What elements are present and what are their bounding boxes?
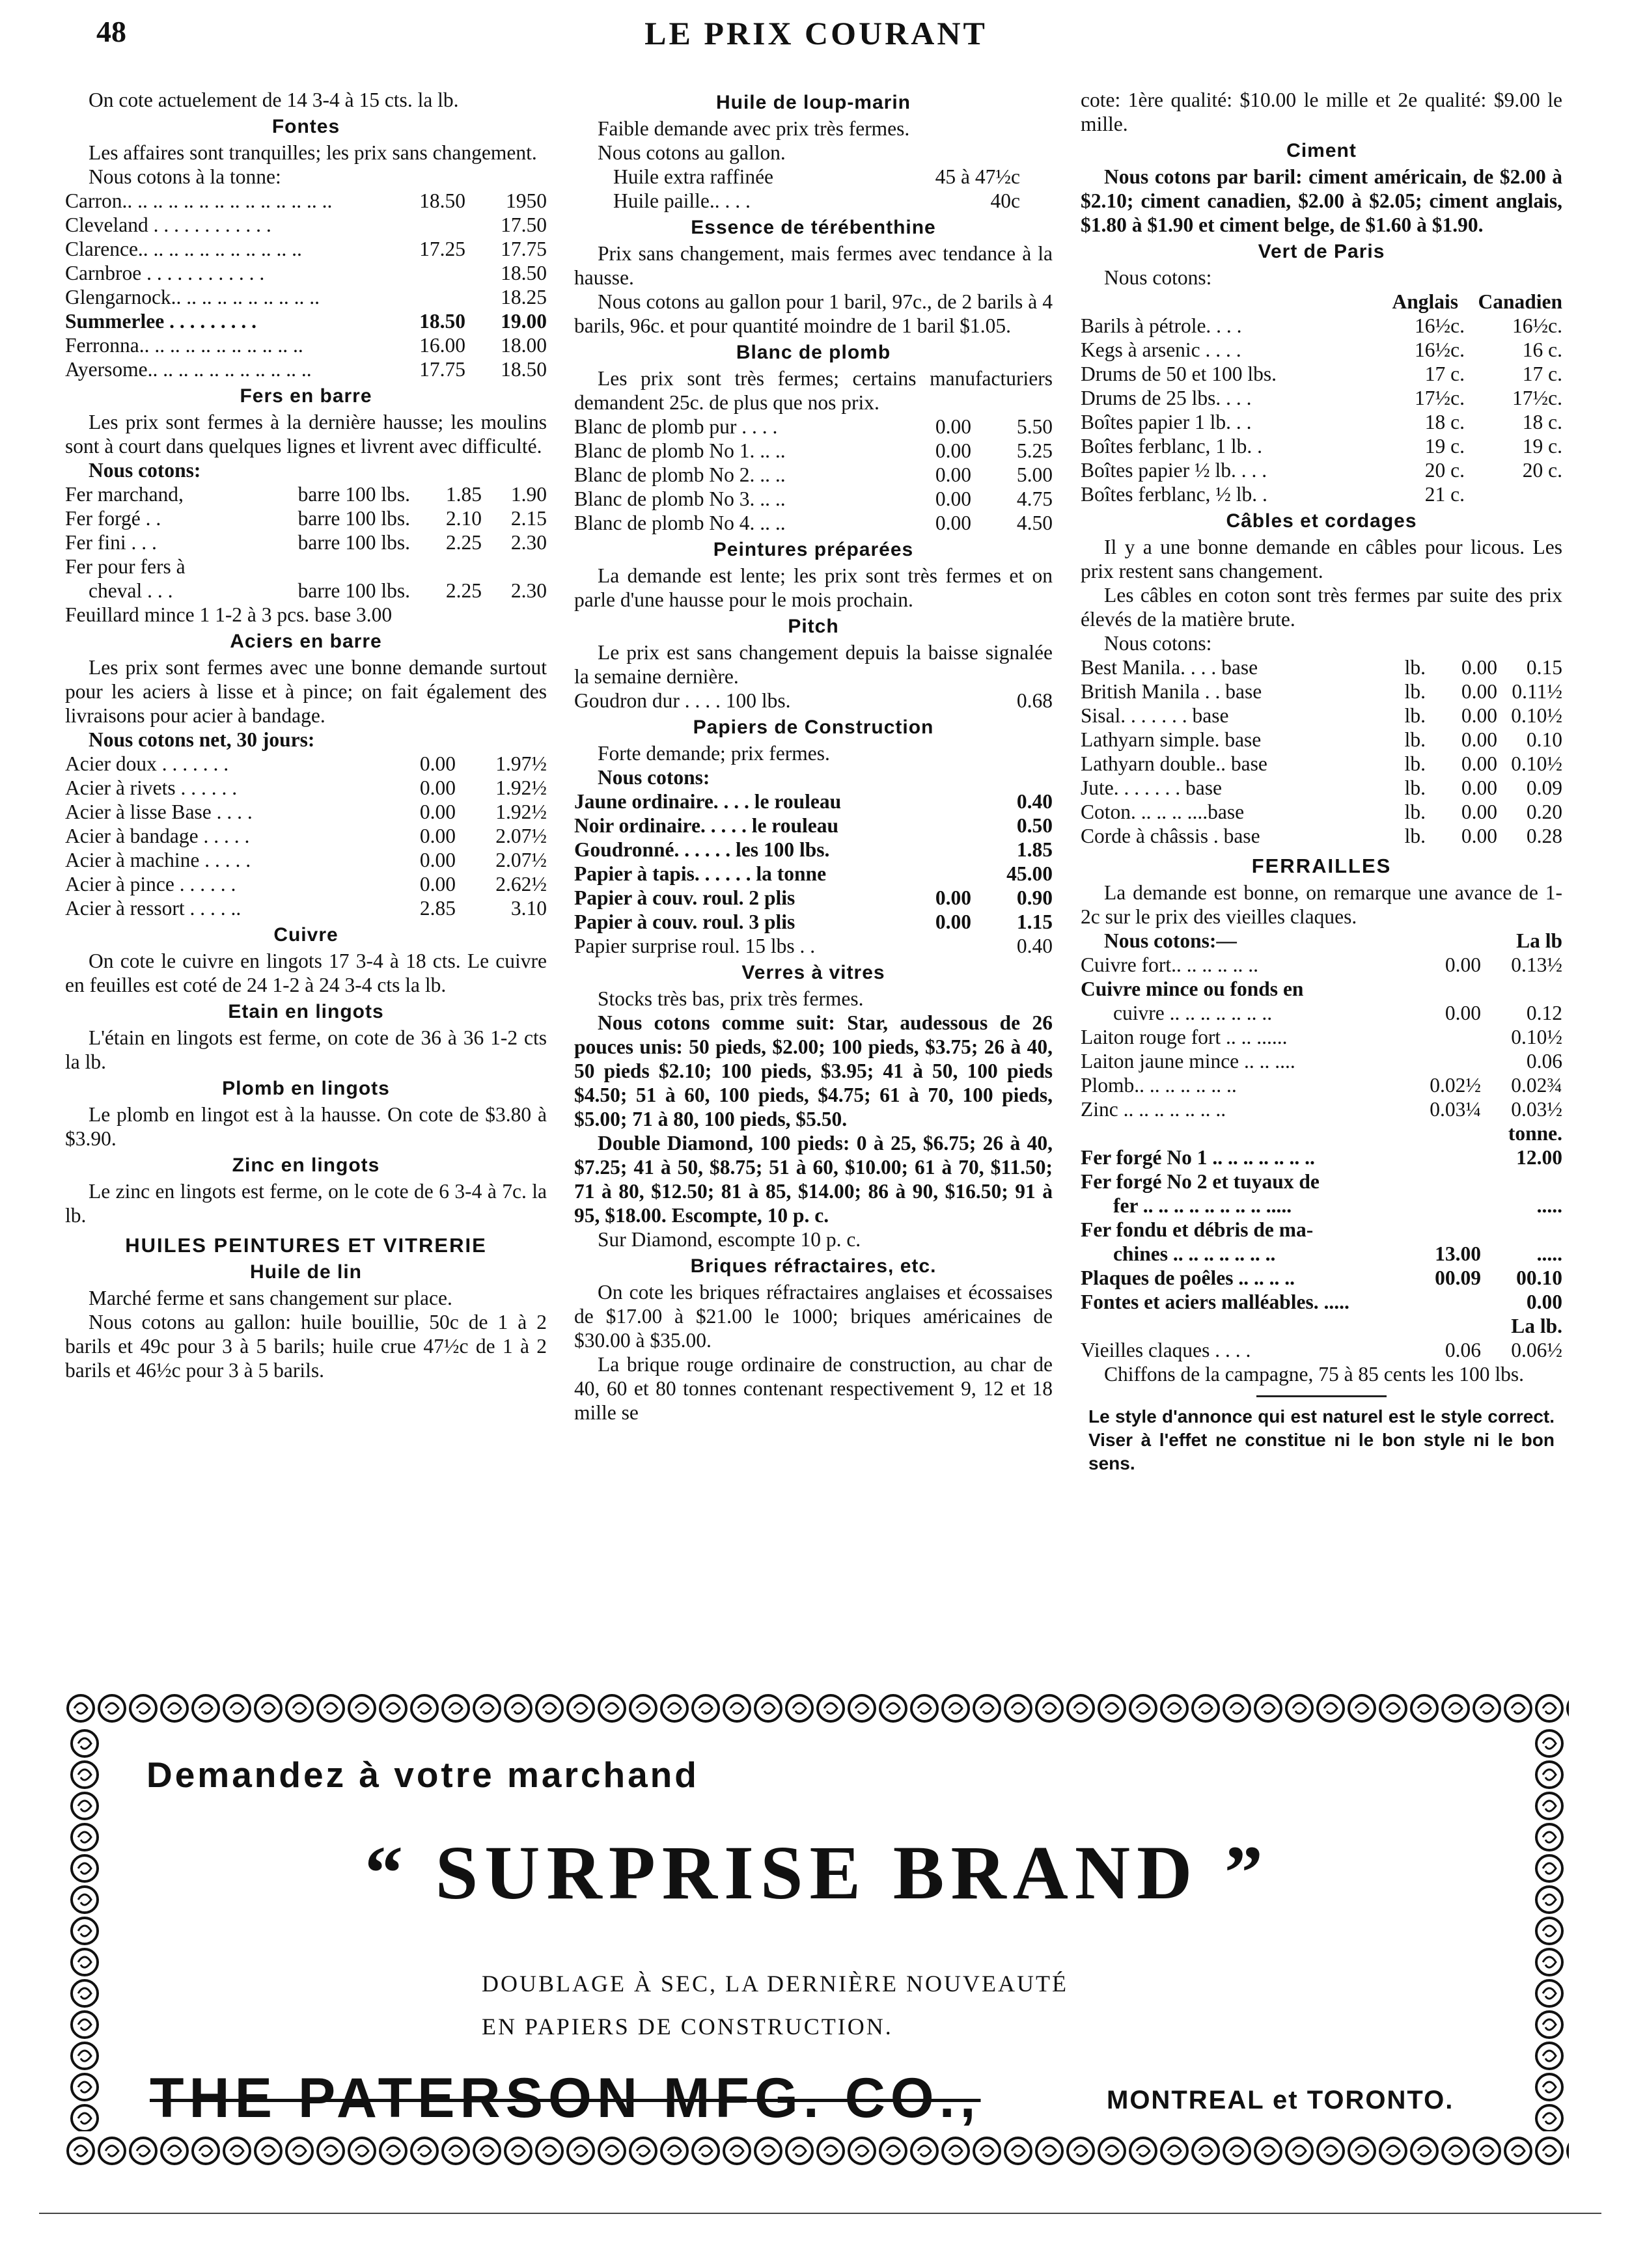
plomb-text: Le plomb en lingot est à la hausse. On cote de $3.80 à $3.90. <box>65 1103 547 1150</box>
briques-text-2: La brique rouge ordinaire de construction, au char de 40, 60 et 80 tonnes contenant respectivement 9, 12 et 18 mille se <box>574 1353 1053 1424</box>
vert-label: Nous cotons: <box>1104 266 1212 289</box>
table-row: Acier à rivets . . . . . . 0.00 1.92½ <box>65 776 547 799</box>
cuivre-text: On cote le cuivre en lingots 17 3-4 à 18 cts. Le cuivre en feuilles est coté de 24 1-2 à 24 3-4 cts la lb. <box>65 950 547 996</box>
table-row: Barils à pétrole. . . . 16½c. 16½c. <box>1081 314 1562 337</box>
loup-table <box>574 165 1053 213</box>
table-row: Boîtes papier 1 lb. . . 18 c. 18 c. <box>1081 411 1562 433</box>
plomb-heading: Plomb en lingots <box>222 1078 390 1099</box>
table-row: Fer fini . . . barre 100 lbs. 2.25 2.30 <box>65 531 547 554</box>
column-3 <box>1081 88 1562 1475</box>
verres-text: Stocks très bas, prix très fermes. <box>598 987 864 1010</box>
fontes-table <box>65 189 547 381</box>
table-row: Acier à machine . . . . . 0.00 2.07½ <box>65 849 547 871</box>
verres-text-3: Double Diamond, 100 pieds: 0 à 25, $6.75; 26 à 40, $7.25; 41 à 50, $8.75; 51 à 60, $10.00; 61 à 70, $11.50; 71 à 80, $12.50; 81 à 85, $14.00; 86 à 90, $16.50; 91 à 95, $18.00. Escompte, 10 p. c. <box>574 1132 1053 1227</box>
bottom-rule <box>39 2213 1601 2214</box>
column-2 <box>574 88 1053 1425</box>
verres-heading: Verres à vitres <box>741 962 885 983</box>
aciers-table <box>65 752 547 920</box>
fers-table <box>65 482 547 627</box>
table-row: Plaques de poêles .. .. .. .. 00.09 00.10 <box>1081 1266 1562 1289</box>
essence-text-2: Nous cotons au gallon pour 1 baril, 97c., de 2 barils à 4 barils, 96c. et pour quantité moindre de 1 baril $1.05. <box>574 290 1053 337</box>
table-row: Ayersome.. .. .. .. .. .. .. .. .. .. .. 17.75 18.50 <box>65 358 547 381</box>
cuivre-heading: Cuivre <box>273 924 339 946</box>
ferrailles-table <box>1081 953 1562 1121</box>
pitch-heading: Pitch <box>788 616 839 637</box>
page-header <box>0 0 1632 72</box>
table-row: Fer forgé No 2 et tuyaux de <box>1081 1170 1320 1193</box>
table-row: Summerlee . . . . . . . . . 18.50 19.00 <box>65 310 547 333</box>
ornament-border-left <box>65 1728 104 2131</box>
ciment-text: Nous cotons par baril: ciment américain, de $2.00 à $2.10; ciment canadien, $2.00 à $2.05; ciment anglais, $1.80 à $1.90 et ciment belge, de $1.60 à $1.90. <box>1081 165 1562 236</box>
fontes-label: Nous cotons à la tonne: <box>89 165 281 188</box>
loup-text: Faible demande avec prix très fermes. <box>598 117 910 140</box>
briques-text: On cote les briques réfractaires anglaises et écossaises de $17.00 à $21.00 le 1000; briques américaines de $30.00 à $35.00. <box>574 1281 1053 1352</box>
column-1 <box>65 88 547 1382</box>
verres-text-2: Nous cotons comme suit: Star, audessous de 26 pouces unis: 50 pieds, $2.00; 100 pieds, $3.75; 26 à 40, 50 pieds $2.10; 100 pieds, $3.95; 41 à 50, 100 pieds $4.50; 51 à 60, 100 pieds, $4.75; 61 à 70, 100 pieds, $5.00; 71 à 80, 100 pieds, $5.50. <box>574 1011 1053 1130</box>
table-row: Plomb.. .. .. .. .. .. .. 0.02½ 0.02¾ <box>1081 1074 1562 1097</box>
zinc-text: Le zinc en lingots est ferme, on le cote de 6 3-4 à 7c. la lb. <box>65 1180 547 1227</box>
fers-label: Nous cotons: <box>89 459 201 482</box>
page-number: 48 <box>96 15 126 48</box>
essence-heading: Essence de térébenthine <box>691 217 936 238</box>
table-row: Zinc .. .. .. .. .. .. .. 0.03¼ 0.03½ <box>1081 1098 1562 1121</box>
table-row: Blanc de plomb No 1. .. .. 0.00 5.25 <box>574 439 1053 462</box>
table-row: Goudron dur . . . . 100 lbs. 0.68 <box>574 689 1053 712</box>
table-row: Boîtes papier ½ lb. . . . 20 c. 20 c. <box>1081 459 1562 482</box>
huile-lin-text: Marché ferme et sans changement sur place. <box>89 1287 452 1309</box>
table-row: Carron.. .. .. .. .. .. .. .. .. .. .. .. .. .. 18.50 1950 <box>65 189 547 212</box>
table-row: chines .. .. .. .. .. .. .. 13.00 ..... <box>1113 1242 1562 1265</box>
zinc-heading: Zinc en lingots <box>232 1154 380 1176</box>
ferrailles-table-2 <box>1081 1145 1562 1314</box>
table-row: Fontes et aciers malléables. ..... 0.00 <box>1081 1291 1562 1313</box>
ad-company: THE PATERSON MFG. CO., <box>150 2067 981 2129</box>
table-row: Goudronné. . . . . . les 100 lbs. 1.85 <box>574 838 1053 861</box>
table-row: Ferronna.. .. .. .. .. .. .. .. .. .. .. 16.00 18.00 <box>65 334 547 357</box>
table-row: Fer fondu et débris de ma- <box>1081 1218 1314 1241</box>
table-row: Noir ordinaire. . . . . le rouleau 0.50 <box>574 814 1053 837</box>
ad-cities: MONTREAL et TORONTO. <box>1107 2086 1454 2114</box>
table-row: Boîtes ferblanc, 1 lb. . 19 c. 19 c. <box>1081 435 1562 458</box>
table-row: Blanc de plomb No 2. .. .. 0.00 5.00 <box>574 463 1053 486</box>
table-row: Blanc de plomb No 3. .. .. 0.00 4.75 <box>574 487 1053 510</box>
table-row: British Manila . . base lb. 0.00 0.11½ <box>1081 680 1562 703</box>
ad-description-line-1: DOUBLAGE À SEC, LA DERNIÈRE NOUVEAUTÉ <box>482 1971 1068 1997</box>
table-row: Acier à pince . . . . . . 0.00 2.62½ <box>65 873 547 895</box>
ad-description-line-2: EN PAPIERS DE CONSTRUCTION. <box>482 2014 893 2040</box>
table-row: Corde à châssis . base lb. 0.00 0.28 <box>1081 825 1562 847</box>
table-row: Best Manila. . . . base lb. 0.00 0.15 <box>1081 656 1562 679</box>
table-row: Kegs à arsenic . . . . 16½c. 16 c. <box>1081 338 1562 361</box>
table-row: Laiton rouge fort .. .. ...... 0.10½ <box>1081 1026 1562 1048</box>
table-row: Clarence.. .. .. .. .. .. .. .. .. .. .. 17.25 17.75 <box>65 238 547 260</box>
table-row: Papier à tapis. . . . . . la tonne 45.00 <box>574 862 1053 885</box>
section-heading: HUILES PEINTURES ET VITRERIE <box>125 1234 487 1257</box>
ferrailles-heading: FERRAILLES <box>1251 854 1392 877</box>
ad-brand: “ SURPRISE BRAND ” <box>365 1830 1269 1915</box>
ciment-heading: Ciment <box>1286 140 1357 161</box>
table-row: Feuillard mince 1 1-2 à 3 pcs. base 3.00 <box>65 603 393 626</box>
cables-text-2: Les câbles en coton sont très fermes par suite des prix élevés de la matière brute. <box>1081 584 1562 631</box>
table-row: Lathyarn simple. base lb. 0.00 0.10 <box>1081 728 1562 751</box>
huile-lin-heading: Huile de lin <box>249 1261 363 1283</box>
table-row: Huile extra raffinée 45 à 47½c <box>613 165 1020 188</box>
verres-text-4: Sur Diamond, escompte 10 p. c. <box>598 1228 861 1251</box>
vert-table <box>1081 314 1562 506</box>
papiers-table <box>574 789 1053 958</box>
aciers-label: Nous cotons net, 30 jours: <box>89 728 315 751</box>
advertisement <box>65 1689 1569 2170</box>
table-row: Fer forgé No 1 .. .. .. .. .. .. .. 12.00 <box>1081 1146 1562 1169</box>
cables-text: Il y a une bonne demande en câbles pour licous. Les prix restent sans changement. <box>1081 536 1562 582</box>
table-row: Drums de 50 et 100 lbs. 17 c. 17 c. <box>1081 362 1562 385</box>
fers-text: Les prix sont fermes à la dernière hausse; les moulins sont à court dans quelques lignes et livrent avec difficulté. <box>65 411 547 458</box>
separator-rule <box>1256 1395 1387 1397</box>
table-row: Lathyarn double.. base lb. 0.00 0.10½ <box>1081 752 1562 775</box>
intro-text: On cote actuelement de 14 3-4 à 15 cts. la lb. <box>89 89 459 111</box>
ad-description <box>482 1962 1068 2048</box>
ferrailles-tonne-row: tonne. <box>1508 1122 1562 1145</box>
table-row: Huile paille.. . . . 40c <box>613 189 1020 212</box>
cables-heading: Câbles et cordages <box>1226 510 1417 532</box>
ornament-border-top <box>65 1689 1569 1728</box>
pitch-text: Le prix est sans changement depuis la baisse signalée la semaine dernière. <box>574 641 1053 688</box>
table-row: Fer marchand, barre 100 lbs. 1.85 1.90 <box>65 483 547 506</box>
table-row: cheval . . . barre 100 lbs. 2.25 2.30 <box>89 579 547 602</box>
table-row: Vieilles claques . . . . 0.06 0.06½ <box>1081 1339 1562 1361</box>
etain-text: L'étain en lingots est ferme, on cote de 36 à 36 1-2 cts la lb. <box>65 1026 547 1073</box>
huile-lin-text-2: Nous cotons au gallon: huile bouillie, 50c de 1 à 2 barils et 49c pour 3 à 5 barils; huile crue 47½c de 1 à 2 barils et 46½c pour 3 à 5 barils. <box>65 1311 547 1382</box>
table-row: Fer forgé . . barre 100 lbs. 2.10 2.15 <box>65 507 547 530</box>
chiffons-text: Chiffons de la campagne, 75 à 85 cents les 100 lbs. <box>1104 1363 1525 1386</box>
peintures-text: La demande est lente; les prix sont très fermes et on parle d'une hausse pour le mois prochain. <box>574 564 1053 611</box>
table-row: fer .. .. .. .. .. .. .. .. ..... ..... <box>1113 1194 1562 1217</box>
table-row: Acier doux . . . . . . . 0.00 1.97½ <box>65 752 547 775</box>
vert-colheads: Anglais Canadien <box>1392 290 1562 313</box>
table-row: Sisal. . . . . . . base lb. 0.00 0.10½ <box>1081 704 1562 727</box>
style-note: Le style d'annonce qui est naturel est le style correct. Viser à l'effet ne constitue ni le bon style ni le bon sens. <box>1088 1406 1555 1473</box>
ornament-border-right <box>1530 1728 1569 2131</box>
blanc-heading: Blanc de plomb <box>736 342 891 363</box>
table-row: Boîtes ferblanc, ½ lb. . 21 c. <box>1081 483 1465 506</box>
table-row: Blanc de plomb pur . . . . 0.00 5.50 <box>574 415 1053 438</box>
table-row: cuivre .. .. .. .. .. .. .. 0.00 0.12 <box>1113 1002 1562 1024</box>
fontes-text: Les affaires sont tranquilles; les prix sans changement. <box>89 141 537 164</box>
table-row: Acier à bandage . . . . . 0.00 2.07½ <box>65 825 547 847</box>
table-row: Papier surprise roul. 15 lbs . . 0.40 <box>574 935 1053 957</box>
table-row: Papier à couv. roul. 3 plis 0.00 1.15 <box>574 910 1053 933</box>
table-row: Fer pour fers à <box>65 555 186 578</box>
loup-label: Nous cotons au gallon. <box>598 141 786 164</box>
fers-heading: Fers en barre <box>240 385 372 407</box>
table-row: Acier à ressort . . . . .. 2.85 3.10 <box>65 897 547 920</box>
blanc-table <box>574 415 1053 535</box>
table-row: Blanc de plomb No 4. .. .. 0.00 4.50 <box>574 512 1053 534</box>
papiers-label: Nous cotons: <box>598 766 710 789</box>
table-row: Cuivre fort.. .. .. .. .. .. 0.00 0.13½ <box>1081 953 1562 976</box>
table-row: Carnbroe . . . . . . . . . . . . 18.50 <box>65 262 547 284</box>
table-row: Cuivre mince ou fonds en <box>1081 977 1304 1000</box>
table-row: Coton. .. .. .. ....base lb. 0.00 0.20 <box>1081 800 1562 823</box>
table-row: Drums de 25 lbs. . . . 17½c. 17½c. <box>1081 387 1562 409</box>
ferrailles-label-row: Nous cotons:— La lb <box>1104 929 1562 952</box>
papiers-text: Forte demande; prix fermes. <box>598 742 830 765</box>
briques-continued: cote: 1ère qualité: $10.00 le mille et 2e qualité: $9.00 le mille. <box>1081 89 1562 135</box>
peintures-heading: Peintures préparées <box>713 539 914 560</box>
papiers-heading: Papiers de Construction <box>693 717 934 738</box>
cables-label: Nous cotons: <box>1104 632 1212 655</box>
table-row: Laiton jaune mince .. .. .... 0.06 <box>1081 1050 1562 1073</box>
table-row: Cleveland . . . . . . . . . . . . 17.50 <box>65 213 547 236</box>
page-title: LE PRIX COURANT <box>644 15 988 51</box>
aciers-heading: Aciers en barre <box>230 631 382 652</box>
etain-heading: Etain en lingots <box>228 1001 384 1022</box>
blanc-text: Les prix sont très fermes; certains manufacturiers demandent 25c. de plus que nos prix. <box>574 367 1053 414</box>
table-row: Jute. . . . . . . base lb. 0.00 0.09 <box>1081 776 1562 799</box>
ferrailles-lb-row: La lb. <box>1511 1315 1562 1337</box>
fontes-heading: Fontes <box>271 116 340 137</box>
briques-heading: Briques réfractaires, etc. <box>690 1255 937 1277</box>
table-row: Acier à lisse Base . . . . 0.00 1.92½ <box>65 800 547 823</box>
vert-heading: Vert de Paris <box>1258 241 1385 262</box>
table-row: Papier à couv. roul. 2 plis 0.00 0.90 <box>574 886 1053 909</box>
ferrailles-text: La demande est bonne, on remarque une avance de 1-2c sur le prix des vieilles claques. <box>1081 881 1562 928</box>
ornament-border-bottom <box>65 2131 1569 2170</box>
loup-heading: Huile de loup-marin <box>715 92 911 113</box>
essence-text: Prix sans changement, mais fermes avec tendance à la hausse. <box>574 242 1053 289</box>
table-row: Jaune ordinaire. . . . le rouleau 0.40 <box>574 790 1053 813</box>
cables-table <box>1081 655 1562 848</box>
table-row: Glengarnock.. .. .. .. .. .. .. .. .. .. 18.25 <box>65 286 547 308</box>
aciers-text: Les prix sont fermes avec une bonne demande surtout pour les aciers à lisse et à pince; on fait également des livraisons pour acier à bandage. <box>65 656 547 727</box>
ad-tagline: Demandez à votre marchand <box>146 1755 699 1795</box>
